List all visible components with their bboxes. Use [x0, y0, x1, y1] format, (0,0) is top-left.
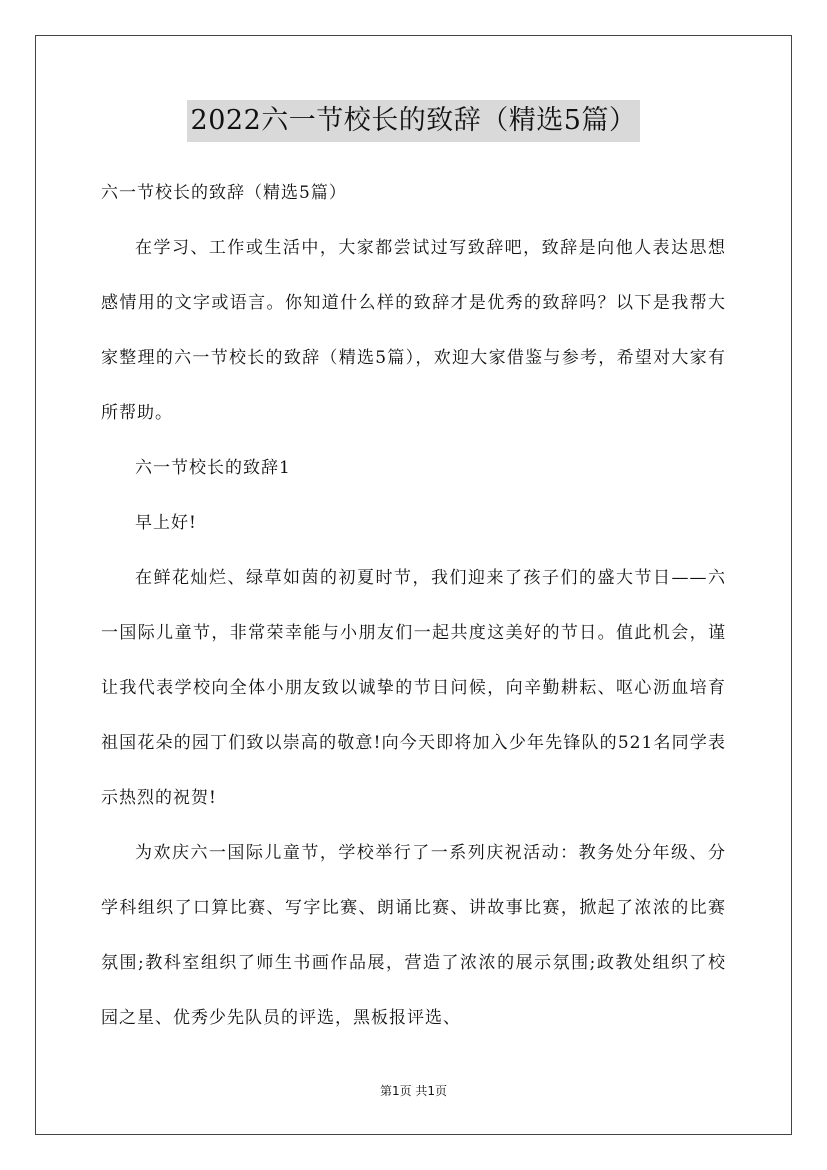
greeting-paragraph: 早上好!: [135, 513, 197, 533]
body-paragraph: 为欢庆六一国际儿童节，学校举行了一系列庆祝活动：教务处分年级、分学科组织了口算比赛、写字比赛、朗诵比赛、讲故事比赛，掀起了浓浓的比赛氛围;教科室组织了师生书画作品展，营造了浓浓的展示氛围;政教处组织了校园之星、优秀少先队员的评选，黑板报评选、: [101, 843, 726, 1028]
document-title: 2022六一节校长的致辞（精选5篇）: [187, 100, 641, 142]
title-container: [0, 100, 827, 142]
document-body: [101, 166, 726, 1046]
page-footer: 第1页 共1页: [379, 1084, 448, 1098]
subtitle-paragraph: 六一节校长的致辞（精选5篇）: [101, 183, 347, 203]
body-paragraph: 在鲜花灿烂、绿草如茵的初夏时节，我们迎来了孩子们的盛大节日——六一国际儿童节，非常荣幸能与小朋友们一起共度这美好的节日。值此机会，谨让我代表学校向全体小朋友致以诚挚的节日问候，向辛勤耕耘、呕心沥血培育祖国花朵的园丁们致以崇高的敬意!向今天即将加入少年先锋队的521名同学表示热烈的祝贺!: [101, 568, 726, 808]
intro-paragraph: 在学习、工作或生活中，大家都尝试过写致辞吧，致辞是向他人表达思想感情用的文字或语言。你知道什么样的致辞才是优秀的致辞吗？以下是我帮大家整理的六一节校长的致辞（精选5篇），欢迎大家借鉴与参考，希望对大家有所帮助。: [101, 238, 726, 423]
section-heading: 六一节校长的致辞1: [135, 458, 291, 478]
